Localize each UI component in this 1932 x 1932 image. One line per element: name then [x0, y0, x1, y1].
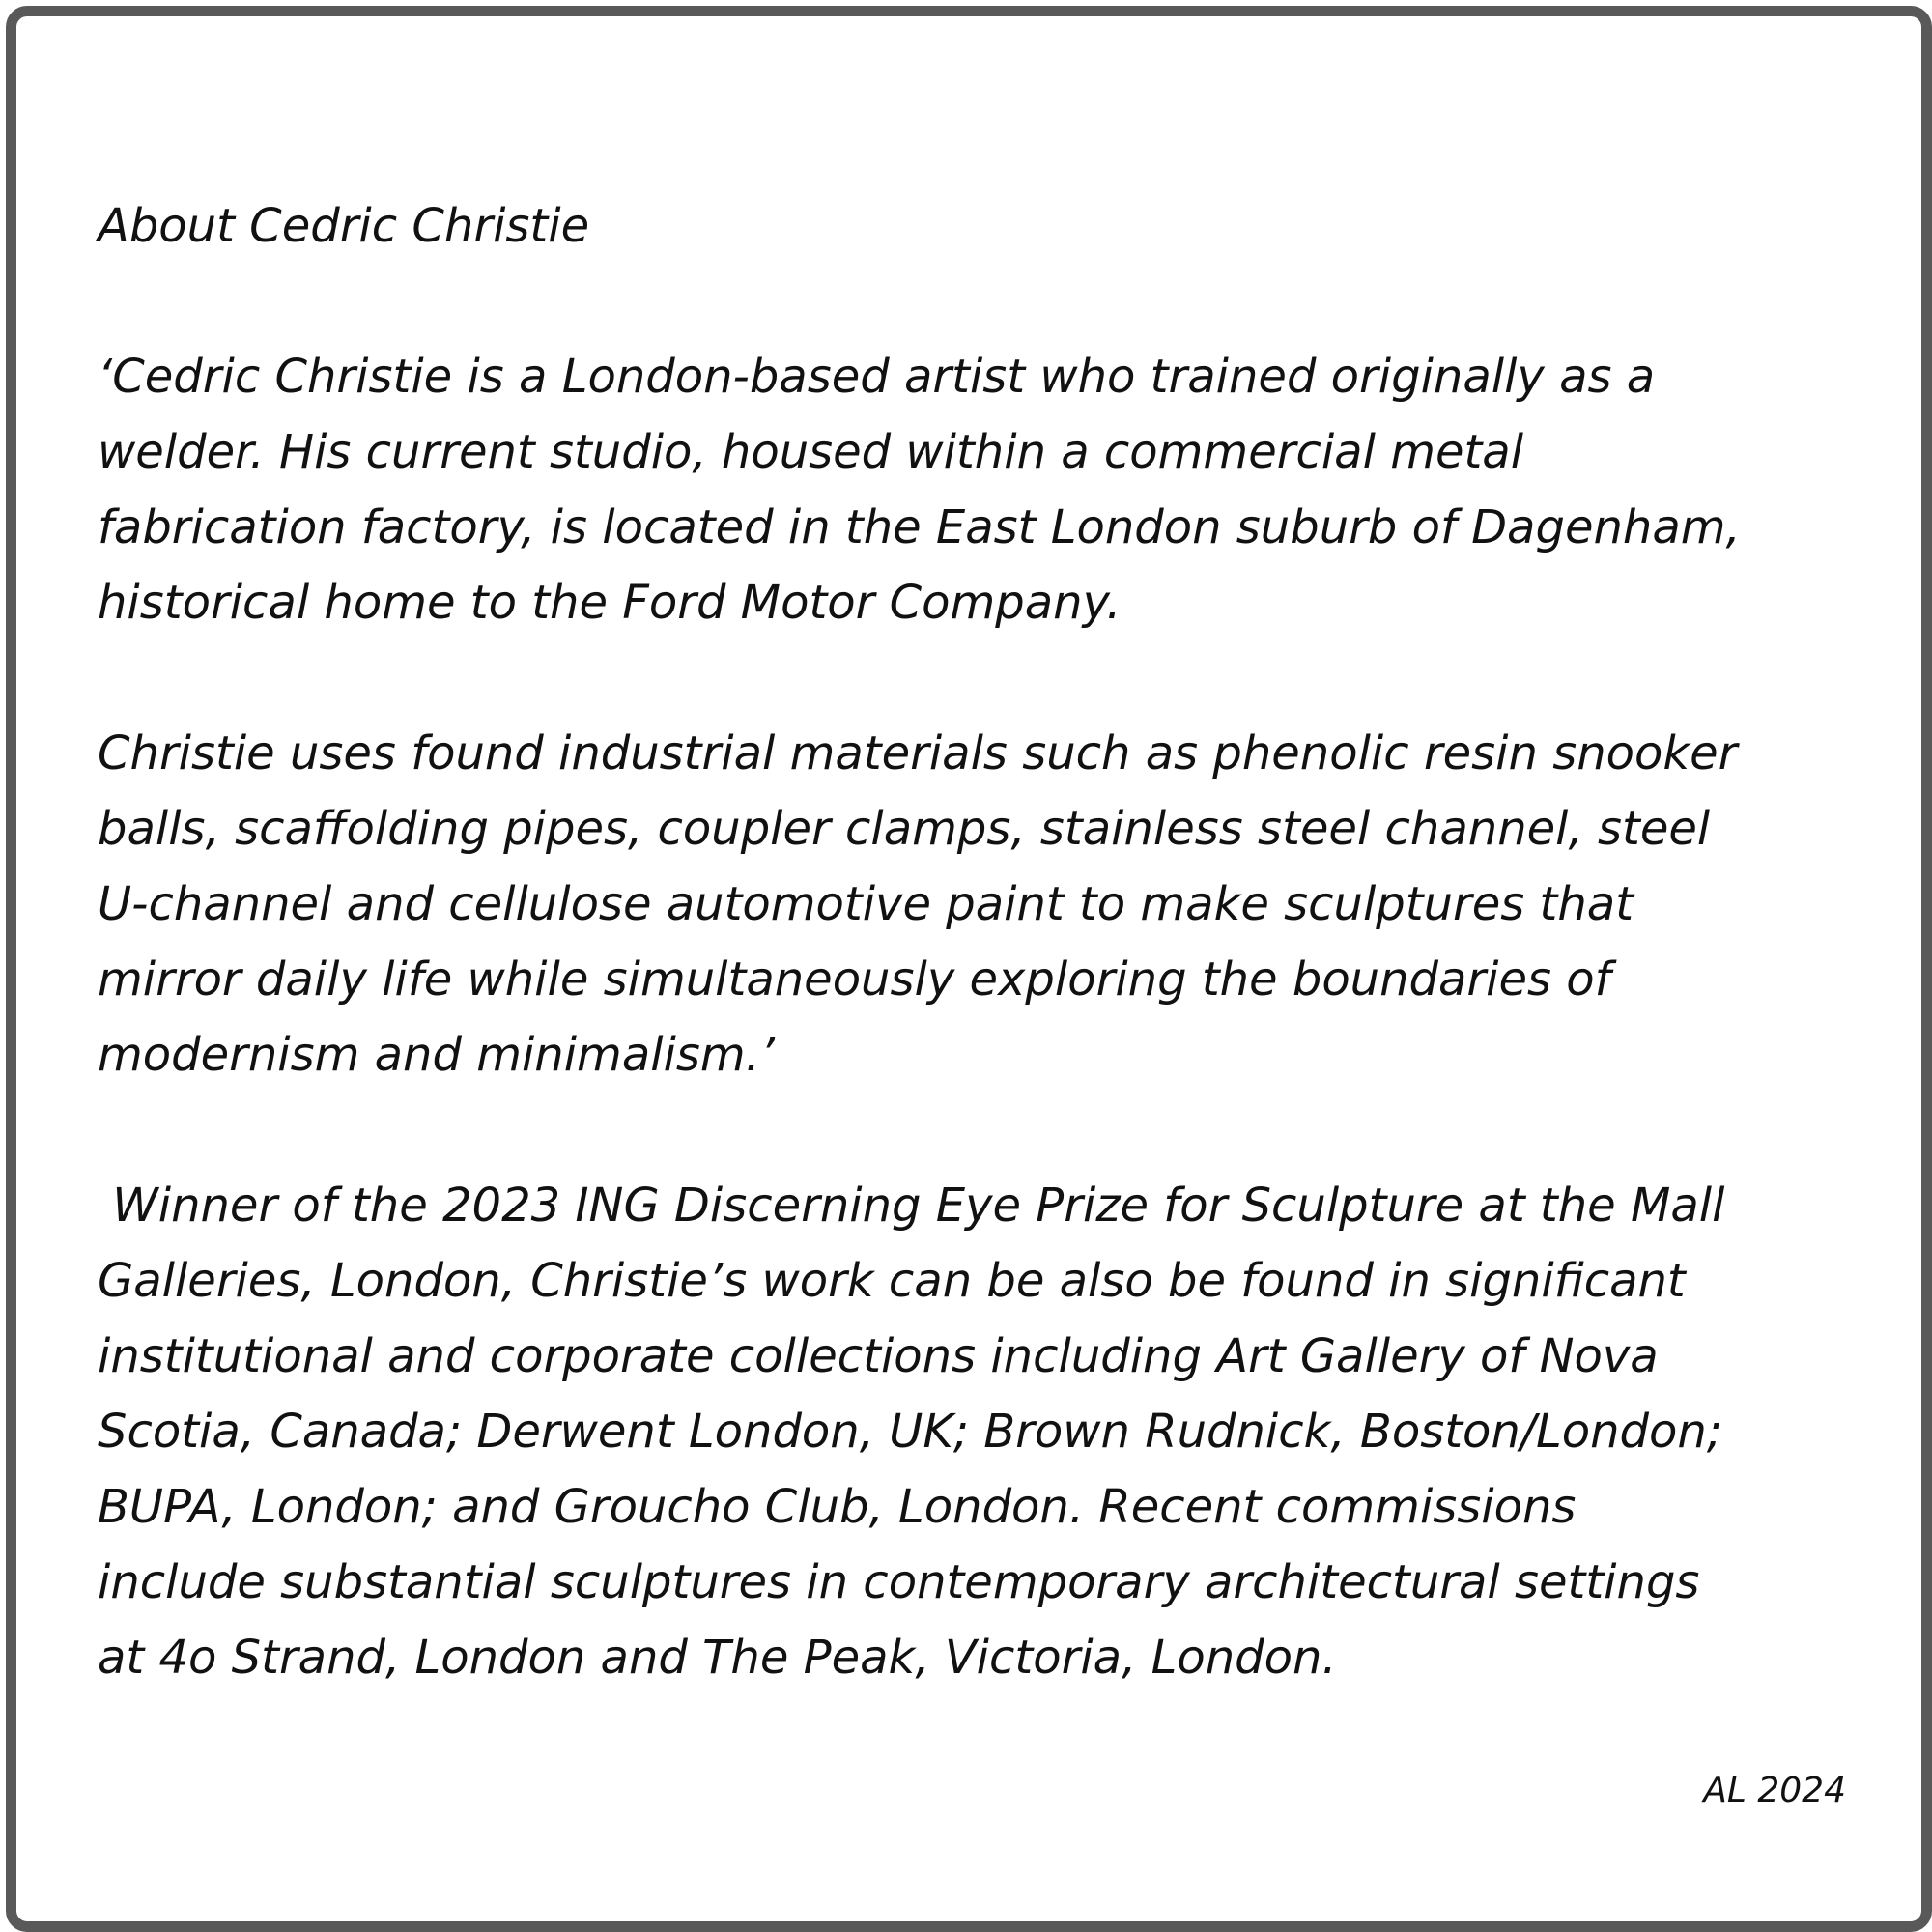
- spacer: [98, 640, 1856, 716]
- author-signature: AL 2024: [1703, 1771, 1846, 1810]
- document-body: [98, 188, 1856, 1695]
- spacer: [98, 1093, 1856, 1168]
- paragraph-intro: ‘Cedric Christie is a London-based artist who trained originally as a welder. His current studio, housed within a commercial metal fabrication factory, is located in the East London suburb of Dagenham, historical home to the Ford Motor Company.: [98, 350, 1741, 630]
- paragraph-awards: Winner of the 2023 ING Discerning Eye Prize for Sculpture at the Mall Galleries, London, Christie’s work can be also be found in significant institutional and corporate collections including Art Gallery of Nova Scotia, Canada; Derwent London, UK; Brown Rudnick, Boston/London; BUPA, London; and Groucho Club, London. Recent commissions include substantial sculptures in contemporary architectural settings at 4o Strand, London and The Peak, Victoria, London.: [98, 1179, 1725, 1685]
- document-title: About Cedric Christie: [98, 199, 590, 253]
- spacer: [98, 264, 1856, 339]
- paragraph-materials: Christie uses found industrial materials such as phenolic resin snooker balls, scaffolding pipes, coupler clamps, stainless steel channel, steel U-channel and cellulose automotive paint to make sculptures that mirror daily life while simultaneously exploring the boundaries of modernism and minimalism.’: [98, 726, 1738, 1082]
